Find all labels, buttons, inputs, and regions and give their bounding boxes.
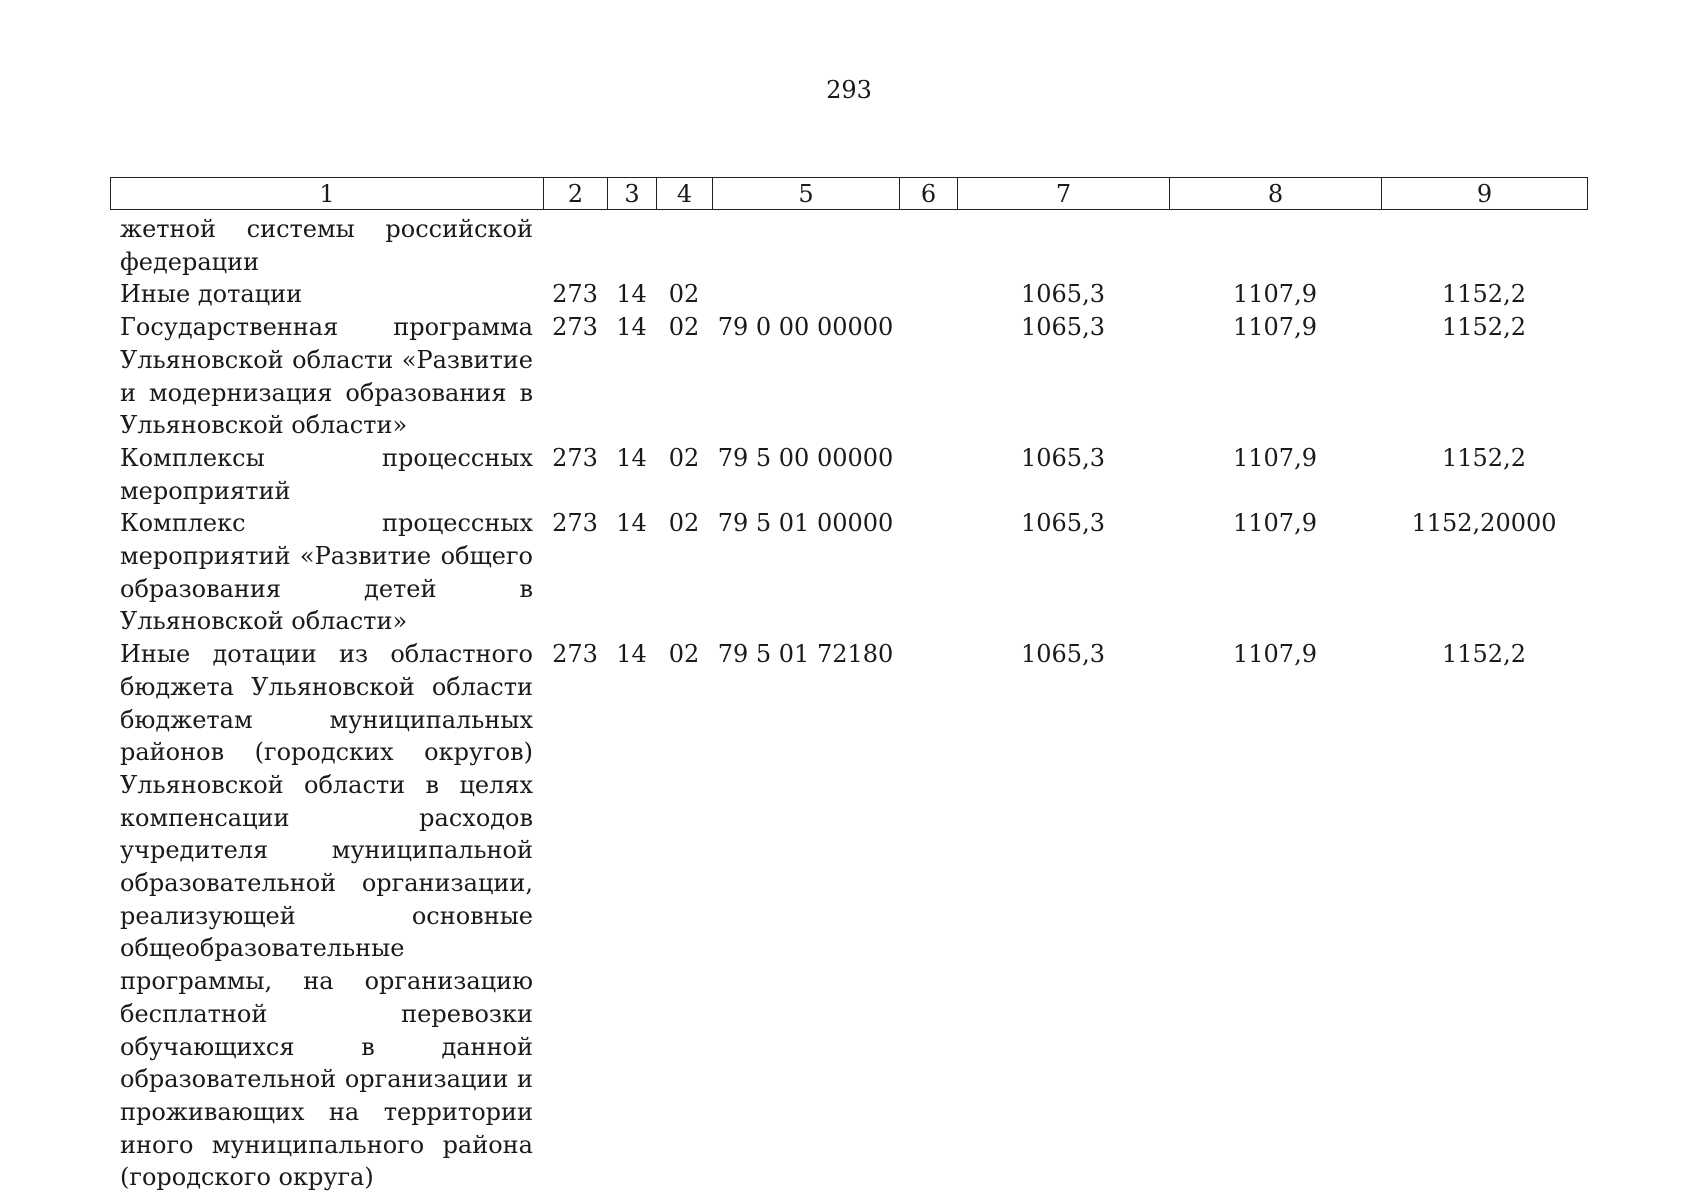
- header-col-3: 3: [608, 178, 657, 210]
- header-col-4: 4: [657, 178, 713, 210]
- cell-col-3: 14: [616, 280, 647, 309]
- row-name: Комплекс процессных мероприятий «Развитие общего образования детей в Ульяновской области»: [120, 509, 533, 636]
- cell-col-4: 02: [668, 443, 700, 472]
- cell-col-4: 02: [668, 280, 700, 309]
- cell-col-8: 1107,9: [1233, 509, 1317, 538]
- header-col-5: 5: [713, 178, 900, 210]
- cell-col-6: [899, 278, 957, 311]
- cell-col-8: 1107,9: [1233, 280, 1317, 309]
- table-row: [110, 213, 1587, 278]
- cell-col-4: 02: [668, 640, 700, 669]
- cell-col-9: 1152,2: [1442, 443, 1526, 472]
- cell-col-5: [712, 278, 899, 311]
- cell-col-5: 79 0 00 00000: [717, 313, 894, 342]
- cell-col-7: 1065,3: [1021, 509, 1105, 538]
- header-row: [111, 178, 1588, 210]
- cell-col-6: [899, 442, 957, 507]
- table-row: [110, 278, 1587, 311]
- cell-col-2: 273: [552, 509, 598, 538]
- cell-col-7: 1065,3: [1021, 443, 1105, 472]
- cell-col-2: 273: [552, 443, 598, 472]
- header-col-7: 7: [958, 178, 1170, 210]
- cell-col-8: [1169, 213, 1381, 278]
- cell-col-2: 273: [552, 313, 598, 342]
- cell-col-3: 14: [616, 509, 647, 538]
- cell-col-8: 1107,9: [1233, 313, 1317, 342]
- cell-col-4: 02: [668, 509, 700, 538]
- cell-col-5: 79 5 00 00000: [717, 443, 894, 472]
- cell-col-4: 02: [668, 313, 700, 342]
- table-row: [110, 311, 1587, 442]
- row-name: жетной системы российской федерации: [120, 215, 533, 276]
- cell-col-7: 1065,3: [1021, 313, 1105, 342]
- cell-col-9: 1152,2: [1442, 640, 1526, 669]
- column-number-header: [110, 177, 1588, 210]
- table-row: [110, 507, 1587, 638]
- cell-col-8: 1107,9: [1233, 443, 1317, 472]
- header-col-8: 8: [1170, 178, 1382, 210]
- cell-col-7: 1065,3: [1021, 280, 1105, 309]
- cell-col-6: [899, 638, 957, 1194]
- cell-col-6: [899, 507, 957, 638]
- cell-col-3: 14: [616, 443, 647, 472]
- table-row: [110, 442, 1587, 507]
- budget-table: [110, 213, 1587, 1194]
- cell-col-2: [543, 213, 607, 278]
- cell-col-9: 1152,2: [1442, 313, 1526, 342]
- cell-col-5: 79 5 01 00000: [717, 509, 894, 538]
- header-col-6: 6: [900, 178, 958, 210]
- cell-col-8: 1107,9: [1233, 640, 1317, 669]
- cell-col-2: 273: [552, 280, 598, 309]
- header-col-2: 2: [544, 178, 608, 210]
- row-name: Комплексы процессных мероприятий: [120, 443, 533, 505]
- cell-col-2: 273: [552, 640, 598, 669]
- row-name: Иные дотации из областного бюджета Ульяновской области бюджетам муниципальных районов (городских округов) Ульяновской области в целях компенсации расходов учредителя муниципальной образовательной организации, реализующей основные общеобразовательные программы, на организацию бесплатной перевозки обучающихся в данной образовательной организации и проживающих на территории иного муниципального района (городского округа): [120, 640, 533, 1192]
- cell-col-3: [607, 213, 656, 278]
- cell-col-3: 14: [616, 313, 647, 342]
- row-name: Иные дотации: [120, 280, 303, 309]
- header-col-1: 1: [111, 178, 544, 210]
- cell-col-7: [957, 213, 1169, 278]
- header-col-9: 9: [1382, 178, 1588, 210]
- cell-col-6: [899, 213, 957, 278]
- cell-col-9: 1152,20000: [1411, 509, 1557, 538]
- cell-col-6: [899, 311, 957, 442]
- row-name: Государственная программа Ульяновской области «Развитие и модернизация образования в Ульяновской области»: [120, 313, 533, 440]
- table-row: [110, 638, 1587, 1194]
- cell-col-3: 14: [616, 640, 647, 669]
- cell-col-9: [1381, 213, 1587, 278]
- cell-col-4: [656, 213, 712, 278]
- cell-col-5: 79 5 01 72180: [717, 640, 894, 669]
- cell-col-9: 1152,2: [1442, 280, 1526, 309]
- cell-col-7: 1065,3: [1021, 640, 1105, 669]
- page-number: 293: [826, 76, 872, 104]
- cell-col-5: [712, 213, 899, 278]
